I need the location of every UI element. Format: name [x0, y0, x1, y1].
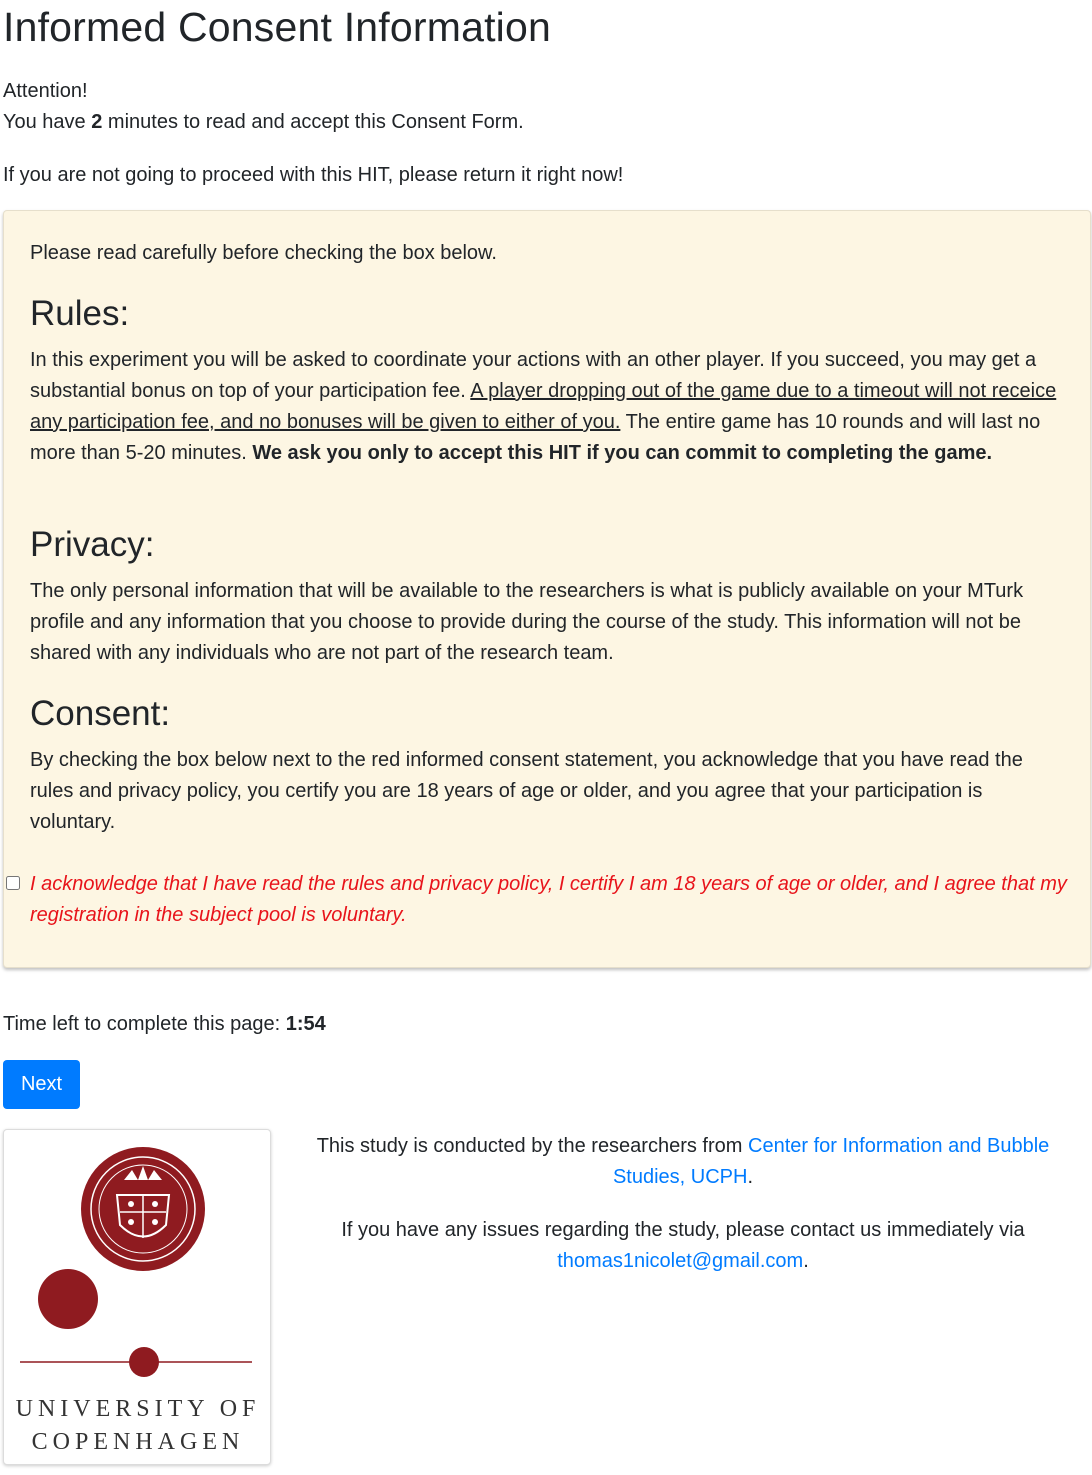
consent-heading: Consent: — [30, 694, 171, 733]
time-notice-suffix: minutes to read and accept this Consent Form. — [102, 111, 524, 133]
consent-card — [3, 210, 1091, 968]
privacy-heading: Privacy: — [30, 525, 155, 564]
university-logo — [3, 1129, 271, 1465]
page-title: Informed Consent Information — [3, 4, 551, 50]
contact-suffix: . — [803, 1250, 809, 1272]
contact-statement — [293, 1215, 1073, 1277]
contact-prefix: If you have any issues regarding the study, please contact us immediately via — [341, 1219, 1025, 1241]
rules-text-underlined: A player dropping out of the game due to a timeout will not receice any participation fee, and no bonuses will be given to either of you. — [30, 380, 1057, 433]
timer-text — [3, 1009, 326, 1040]
study-prefix: This study is conducted by the researchers from — [316, 1135, 748, 1157]
timer-value: 1:54 — [285, 1013, 326, 1035]
consent-text: By checking the box below next to the red informed consent statement, you acknowledge that you have read the rules and privacy policy, you certify you are 18 years of age or older, and you agree that your participation is voluntary. — [30, 749, 1023, 833]
return-notice: If you are not going to proceed with this HIT, please return it right now! — [3, 164, 624, 186]
rules-text-1: In this experiment you will be asked to coordinate your actions with an other player. If you succeed, you may get a substantial bonus on top of your participation fee. — [30, 349, 1037, 402]
time-notice — [3, 107, 524, 138]
email-link[interactable]: thomas1nicolet@gmail.com — [557, 1250, 804, 1272]
privacy-text: The only personal information that will be available to the researchers is what is publicly available on your MTurk profile and any information that you choose to provide during the course of the study. This information will not be shared with any individuals who are not part of the research team. — [30, 580, 1024, 664]
rules-text-bold: We ask you only to accept this HIT if you can commit to completing the game. — [252, 442, 993, 464]
next-button[interactable]: Next — [3, 1060, 80, 1109]
attention-text: Attention! — [3, 80, 88, 102]
study-suffix: . — [747, 1166, 754, 1188]
time-notice-prefix: You have — [3, 111, 92, 133]
logo-line-1: UNIVERSITY OF — [15, 1396, 261, 1422]
study-statement — [293, 1131, 1073, 1193]
study-info — [293, 1131, 1073, 1277]
card-intro: Please read carefully before checking the box below. — [30, 242, 497, 264]
rules-text — [30, 345, 1070, 469]
time-notice-minutes: 2 — [91, 111, 103, 133]
rules-text-2: The entire game has 10 rounds and will last no more than 5-20 minutes. — [30, 411, 1041, 464]
center-link[interactable]: Center for Information and Bubble Studies, UCPH — [612, 1135, 1050, 1188]
consent-checkbox-label[interactable]: I acknowledge that I have read the rules and privacy policy, I certify I am 18 years of age or older, and I agree that my registration in the subject pool is voluntary. — [30, 873, 1067, 926]
consent-checkbox[interactable] — [6, 876, 20, 890]
timer-label: Time left to complete this page: — [3, 1013, 286, 1035]
rules-heading: Rules: — [30, 294, 130, 333]
logo-line-2: COPENHAGEN — [31, 1429, 245, 1455]
